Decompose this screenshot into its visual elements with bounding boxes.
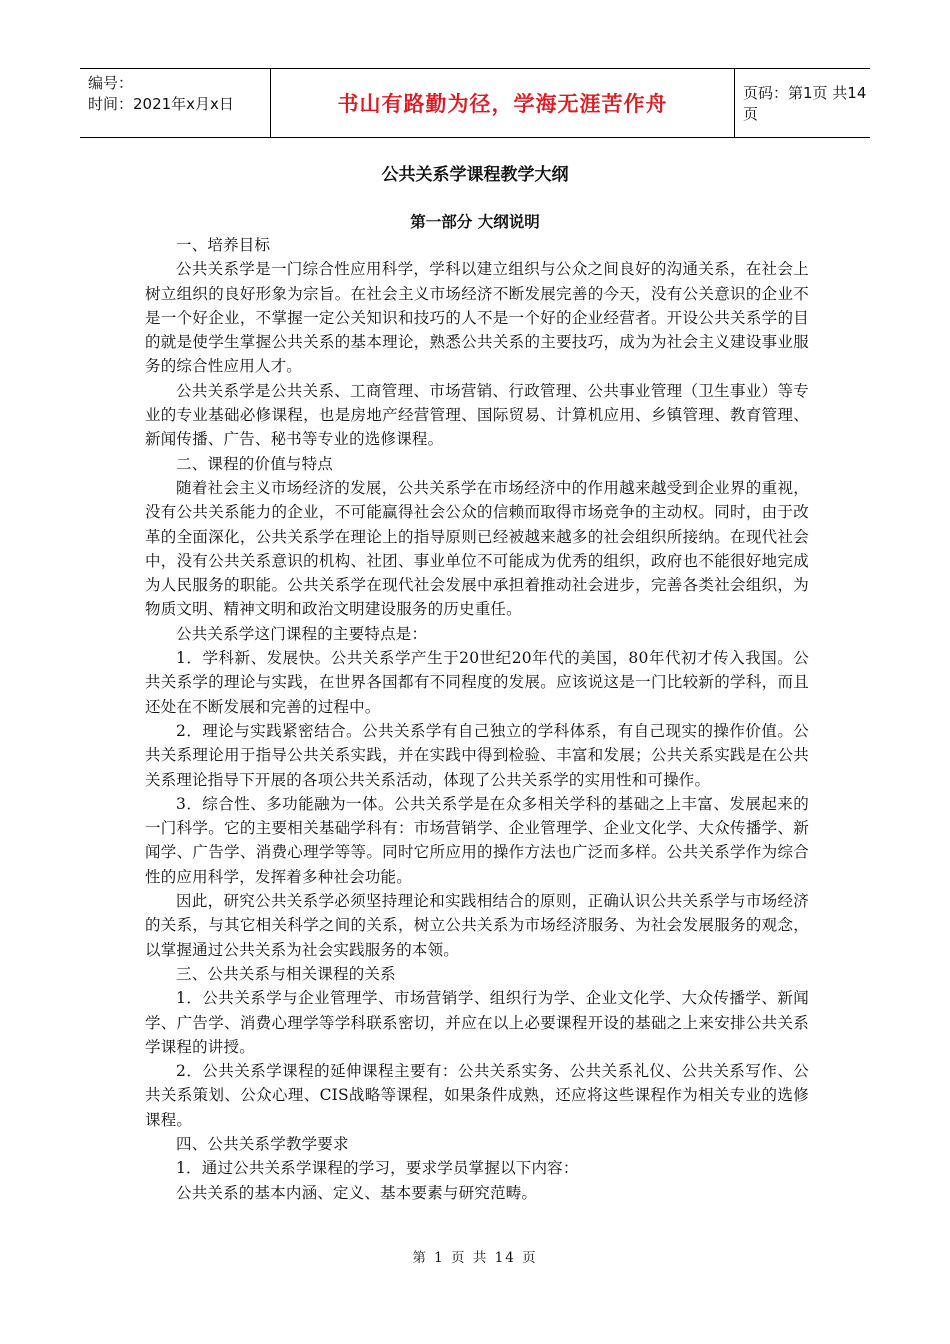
paragraph: 2．公共关系学课程的延伸课程主要有：公共关系实务、公共关系礼仪、公共关系写作、公共关系策划、公众心理、CIS战略等课程，如果条件成熟，还应将这些课程作为相关专业的选修课程。 xyxy=(145,1062,809,1129)
document-title: 公共关系学课程教学大纲 xyxy=(381,165,569,185)
section-heading: 一、培养目标 xyxy=(176,236,271,254)
section-heading: 二、课程的价值与特点 xyxy=(176,454,334,473)
paragraph: 1．公共关系学与企业管理学、市场营销学、组织行为学、企业文化学、大众传播学、新闻学、广告学、消费心理学等学科联系密切，并应在以上必要课程开设的基础之上来安排公共关系学课程的讲授。 xyxy=(145,989,809,1056)
paragraph: 公共关系学这门课程的主要特点是： xyxy=(176,624,428,643)
paragraph: 随着社会主义市场经济的发展，公共关系学在市场经济中的作用越来越受到企业界的重视，没有公共关系能力的企业，不可能赢得社会公众的信赖而取得市场竞争的主动权。同时，由于改革的全面深化，公共关系学在理论上的指导原则已经被越来越多的社会组织所接纳。在现代社会中，没有公共关系意识的机构、社团、事业单位不可能成为优秀的组织，政府也不能很好地完成为人民服务的职能。公共关系学在现代社会发展中承担着推动社会进步，完善各类社会组织，为物质文明、精神文明和政治文明建设服务的历史重任。 xyxy=(145,478,809,619)
time-label: 时间：2021年x月x日 xyxy=(88,95,234,113)
part-title: 第一部分 大纲说明 xyxy=(410,213,540,231)
header-left-cell xyxy=(80,69,270,137)
paragraph: 公共关系学是一门综合性应用科学，学科以建立组织与公众之间良好的沟通关系，在社会上树立组织的良好形象为宗旨。在社会主义市场经济不断发展完善的今天，没有公关意识的企业不是一个好企业，不掌握一定公关知识和技巧的人不是一个好的企业经营者。开设公共关系学的目的就是使学生掌握公共关系的基本理论，熟悉公共关系的主要技巧，成为为社会主义建设事业服务的综合性应用人才。 xyxy=(145,260,809,376)
document-body xyxy=(145,233,809,1205)
paragraph: 因此，研究公共关系学必须坚持理论和实践相结合的原则，正确认识公共关系学与市场经济的关系，与其它相关科学之间的关系，树立公共关系为市场经济服务、为社会发展服务的观念，以掌握通过公共关系为社会实践服务的本领。 xyxy=(145,892,809,959)
motto: 书山有路勤为径，学海无涯苦作舟 xyxy=(337,92,668,116)
paragraph: 2．理论与实践紧密结合。公共关系学有自己独立的学科体系，有自己现实的操作价值。公共关系理论用于指导公共关系实践，并在实践中得到检验、丰富和发展；公共关系实践是在公共关系理论指导下开展的各项公共关系活动，体现了公共关系学的实用性和可操作。 xyxy=(145,721,809,789)
paragraph: 1．通过公共关系学课程的学习，要求学员掌握以下内容： xyxy=(176,1159,579,1178)
header-page-cell xyxy=(735,69,870,137)
paragraph: 1．学科新、发展快。公共关系学产生于20世纪20年代的美国，80年代初才传入我国。公共关系学的理论与实践，在世界各国都有不同程度的发展。应该说这是一门比较新的学科，而且还处在不断发展和完善的过程中。 xyxy=(145,649,809,716)
section-heading: 四、公共关系学教学要求 xyxy=(176,1134,349,1153)
header-table xyxy=(80,68,870,138)
section-heading: 三、公共关系与相关课程的关系 xyxy=(176,964,396,983)
paragraph: 公共关系的基本内涵、定义、基本要素与研究范畴。 xyxy=(176,1183,538,1202)
page-footer: 第 1 页 共 14 页 xyxy=(412,1250,538,1266)
paragraph: 3．综合性、多功能融为一体。公共关系学是在众多相关学科的基础之上丰富、发展起来的一门科学。它的主要相关基础学科有：市场营销学、企业管理学、企业文化学、大众传播学、新闻学、广告学、消费心理学等等。同时它所应用的操作方法也广泛而多样。公共关系学作为综合性的应用科学，发挥着多种社会功能。 xyxy=(145,794,809,886)
header-motto-cell xyxy=(270,69,735,137)
number-label: 编号： xyxy=(88,74,134,92)
paragraph: 公共关系学是公共关系、工商管理、市场营销、行政管理、公共事业管理（卫生事业）等专业的专业基础必修课程，也是房地产经营管理、国际贸易、计算机应用、乡镇管理、教育管理、新闻传播、广告、秘书等专业的选修课程。 xyxy=(145,381,809,449)
page-info: 页码：第1页 共14页 xyxy=(743,84,867,123)
